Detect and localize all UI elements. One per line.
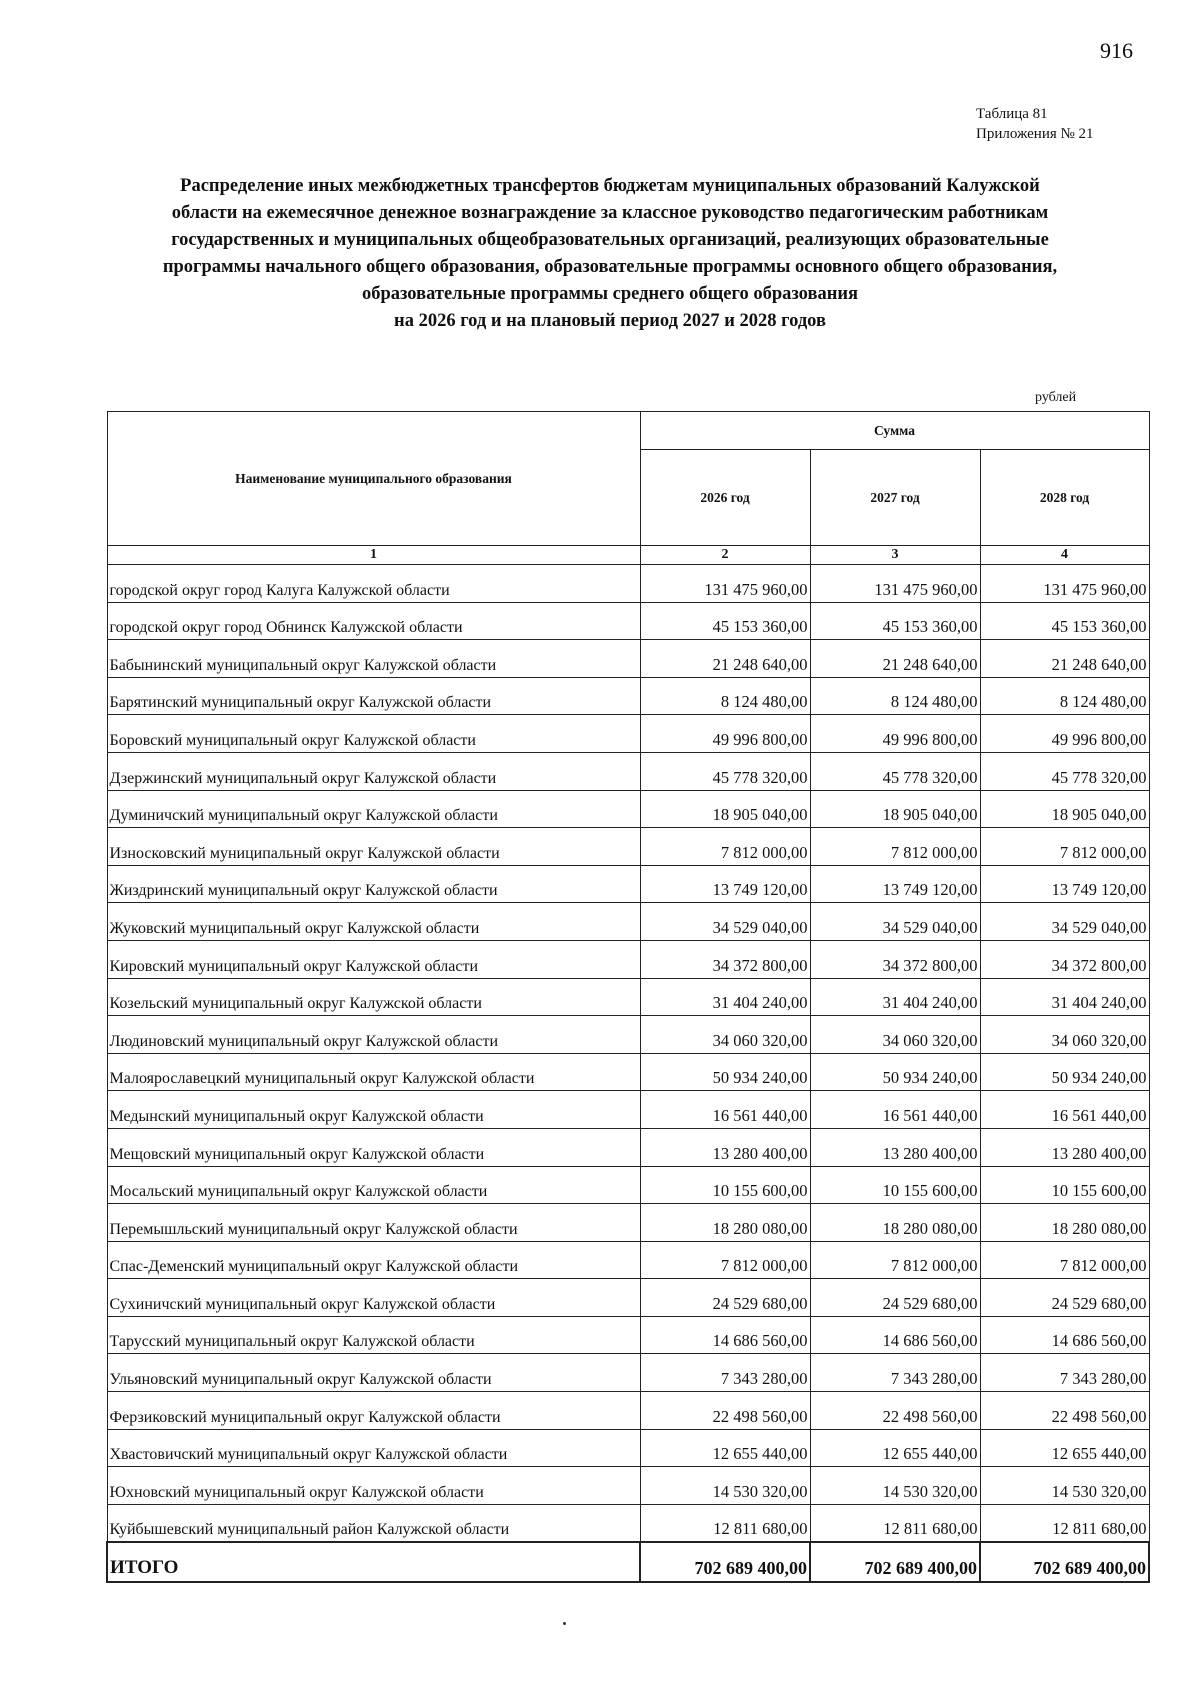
- amount-2027: 34 060 320,00: [810, 1016, 980, 1054]
- table-row: [107, 1467, 1149, 1505]
- table-row: [107, 1241, 1149, 1279]
- amount-2028: 49 996 800,00: [980, 715, 1149, 753]
- amount-2028: 50 934 240,00: [980, 1053, 1149, 1091]
- amount-2028: 7 343 280,00: [980, 1354, 1149, 1392]
- amount-2028: 22 498 560,00: [980, 1392, 1149, 1430]
- table-row: [107, 1128, 1149, 1166]
- amount-2027: 12 655 440,00: [810, 1429, 980, 1467]
- amount-2026: 12 811 680,00: [640, 1504, 810, 1542]
- table-row: [107, 940, 1149, 978]
- column-number: 3: [810, 546, 980, 565]
- municipality-name: Тарусский муниципальный округ Калужской области: [107, 1316, 640, 1354]
- amount-2027: 18 905 040,00: [810, 790, 980, 828]
- amount-2026: 14 530 320,00: [640, 1467, 810, 1505]
- table-row: [107, 677, 1149, 715]
- amount-2026: 34 060 320,00: [640, 1016, 810, 1054]
- amount-2028: 34 060 320,00: [980, 1016, 1149, 1054]
- amount-2026: 13 280 400,00: [640, 1128, 810, 1166]
- amount-2027: 31 404 240,00: [810, 978, 980, 1016]
- amount-2027: 21 248 640,00: [810, 640, 980, 678]
- amount-2028: 21 248 640,00: [980, 640, 1149, 678]
- amount-2027: 34 529 040,00: [810, 903, 980, 941]
- table-row: [107, 1091, 1149, 1129]
- municipality-name: Куйбышевский муниципальный район Калужской области: [107, 1504, 640, 1542]
- table-row: [107, 715, 1149, 753]
- column-number: 4: [980, 546, 1149, 565]
- table-row: [107, 565, 1149, 603]
- amount-2027: 10 155 600,00: [810, 1166, 980, 1204]
- amount-2026: 131 475 960,00: [640, 565, 810, 603]
- table-row: [107, 978, 1149, 1016]
- amount-2028: 24 529 680,00: [980, 1279, 1149, 1317]
- table-row: [107, 1392, 1149, 1430]
- table-row: [107, 1279, 1149, 1317]
- amount-2028: 7 812 000,00: [980, 1241, 1149, 1279]
- municipality-name: Ферзиковский муниципальный округ Калужской области: [107, 1392, 640, 1430]
- document-title: [80, 173, 1140, 335]
- amount-2028: 13 749 120,00: [980, 865, 1149, 903]
- municipality-name: Людиновский муниципальный округ Калужской области: [107, 1016, 640, 1054]
- table-row: [107, 1053, 1149, 1091]
- table-row: [107, 1429, 1149, 1467]
- column-number: 1: [107, 546, 640, 565]
- amount-2026: 45 778 320,00: [640, 752, 810, 790]
- amount-2026: 22 498 560,00: [640, 1392, 810, 1430]
- amount-2028: 8 124 480,00: [980, 677, 1149, 715]
- amount-2027: 34 372 800,00: [810, 940, 980, 978]
- amount-2028: 18 905 040,00: [980, 790, 1149, 828]
- municipality-name: Ульяновский муниципальный округ Калужской области: [107, 1354, 640, 1392]
- municipality-name: Износковский муниципальный округ Калужской области: [107, 828, 640, 866]
- page-number: 916: [1100, 38, 1133, 63]
- amount-2027: 49 996 800,00: [810, 715, 980, 753]
- header-name-column: Наименование муниципального образования: [107, 412, 640, 546]
- table-row: [107, 1016, 1149, 1054]
- amount-2026: 45 153 360,00: [640, 602, 810, 640]
- municipality-name: Дзержинский муниципальный округ Калужской области: [107, 752, 640, 790]
- amount-2027: 14 686 560,00: [810, 1316, 980, 1354]
- table-row: [107, 1204, 1149, 1242]
- table-label: [976, 104, 1094, 144]
- amount-2026: 18 905 040,00: [640, 790, 810, 828]
- title-line: на 2026 год и на плановый период 2027 и 2028 годов: [394, 311, 826, 331]
- amount-2027: 7 812 000,00: [810, 1241, 980, 1279]
- total-2028: 702 689 400,00: [980, 1542, 1149, 1582]
- amount-2026: 8 124 480,00: [640, 677, 810, 715]
- municipality-name: Барятинский муниципальный округ Калужской области: [107, 677, 640, 715]
- amount-2026: 31 404 240,00: [640, 978, 810, 1016]
- amount-2026: 12 655 440,00: [640, 1429, 810, 1467]
- table-row: [107, 903, 1149, 941]
- amount-2027: 8 124 480,00: [810, 677, 980, 715]
- amount-2028: 16 561 440,00: [980, 1091, 1149, 1129]
- column-number: 2: [640, 546, 810, 565]
- amount-2026: 49 996 800,00: [640, 715, 810, 753]
- amount-2027: 7 343 280,00: [810, 1354, 980, 1392]
- municipality-name: Козельский муниципальный округ Калужской области: [107, 978, 640, 1016]
- amount-2026: 21 248 640,00: [640, 640, 810, 678]
- amount-2026: 16 561 440,00: [640, 1091, 810, 1129]
- amount-2026: 34 529 040,00: [640, 903, 810, 941]
- municipality-name: Мещовский муниципальный округ Калужской области: [107, 1128, 640, 1166]
- total-label: ИТОГО: [107, 1542, 640, 1582]
- total-2027: 702 689 400,00: [810, 1542, 980, 1582]
- amount-2028: 131 475 960,00: [980, 565, 1149, 603]
- amount-2028: 12 655 440,00: [980, 1429, 1149, 1467]
- table-row: [107, 640, 1149, 678]
- amount-2027: 12 811 680,00: [810, 1504, 980, 1542]
- amount-2028: 12 811 680,00: [980, 1504, 1149, 1542]
- table-row: [107, 828, 1149, 866]
- amount-2028: 34 529 040,00: [980, 903, 1149, 941]
- units-label: рублей: [1035, 390, 1077, 405]
- amount-2026: 7 343 280,00: [640, 1354, 810, 1392]
- table-row: [107, 865, 1149, 903]
- amount-2027: 45 778 320,00: [810, 752, 980, 790]
- municipality-name: Боровский муниципальный округ Калужской области: [107, 715, 640, 753]
- amount-2026: 10 155 600,00: [640, 1166, 810, 1204]
- header-year-2027: 2027 год: [810, 450, 980, 546]
- appendix-number: Приложения № 21: [976, 126, 1094, 142]
- allocation-table: [106, 411, 1150, 1583]
- table-row: [107, 1504, 1149, 1542]
- amount-2027: 13 749 120,00: [810, 865, 980, 903]
- municipality-name: городской округ город Калуга Калужской области: [107, 565, 640, 603]
- municipality-name: Жиздринский муниципальный округ Калужской области: [107, 865, 640, 903]
- table-row: [107, 1354, 1149, 1392]
- amount-2028: 18 280 080,00: [980, 1204, 1149, 1242]
- table-row: [107, 602, 1149, 640]
- amount-2026: 7 812 000,00: [640, 1241, 810, 1279]
- municipality-name: Жуковский муниципальный округ Калужской области: [107, 903, 640, 941]
- municipality-name: Бабынинский муниципальный округ Калужской области: [107, 640, 640, 678]
- amount-2028: 7 812 000,00: [980, 828, 1149, 866]
- header-year-2026: 2026 год: [640, 450, 810, 546]
- amount-2027: 45 153 360,00: [810, 602, 980, 640]
- amount-2026: 7 812 000,00: [640, 828, 810, 866]
- amount-2026: 14 686 560,00: [640, 1316, 810, 1354]
- amount-2028: 45 153 360,00: [980, 602, 1149, 640]
- table-body: [107, 565, 1149, 1583]
- amount-2027: 24 529 680,00: [810, 1279, 980, 1317]
- table-row: [107, 752, 1149, 790]
- title-line: области на ежемесячное денежное вознаграждение за классное руководство педагогическим работникам: [171, 203, 1049, 223]
- header-sum-group: Сумма: [640, 412, 1149, 450]
- municipality-name: городской округ город Обнинск Калужской области: [107, 602, 640, 640]
- title-line: государственных и муниципальных общеобразовательных организаций, реализующих образовательные: [171, 230, 1049, 250]
- amount-2028: 45 778 320,00: [980, 752, 1149, 790]
- amount-2026: 13 749 120,00: [640, 865, 810, 903]
- title-line: образовательные программы среднего общего образования: [361, 284, 859, 304]
- municipality-name: Мосальский муниципальный округ Калужской области: [107, 1166, 640, 1204]
- amount-2028: 14 686 560,00: [980, 1316, 1149, 1354]
- amount-2026: 50 934 240,00: [640, 1053, 810, 1091]
- title-line: Распределение иных межбюджетных трансфертов бюджетам муниципальных образований Калужской: [180, 176, 1040, 196]
- amount-2028: 10 155 600,00: [980, 1166, 1149, 1204]
- municipality-name: Малоярославецкий муниципальный округ Калужской области: [107, 1053, 640, 1091]
- amount-2027: 22 498 560,00: [810, 1392, 980, 1430]
- municipality-name: Юхновский муниципальный округ Калужской области: [107, 1467, 640, 1505]
- amount-2028: 14 530 320,00: [980, 1467, 1149, 1505]
- table-number: Таблица 81: [976, 106, 1048, 122]
- amount-2028: 31 404 240,00: [980, 978, 1149, 1016]
- total-row: [107, 1542, 1149, 1582]
- amount-2027: 131 475 960,00: [810, 565, 980, 603]
- amount-2027: 14 530 320,00: [810, 1467, 980, 1505]
- table-row: [107, 1316, 1149, 1354]
- municipality-name: Медынский муниципальный округ Калужской области: [107, 1091, 640, 1129]
- amount-2028: 34 372 800,00: [980, 940, 1149, 978]
- amount-2026: 34 372 800,00: [640, 940, 810, 978]
- municipality-name: Перемышльский муниципальный округ Калужской области: [107, 1204, 640, 1242]
- amount-2028: 13 280 400,00: [980, 1128, 1149, 1166]
- municipality-name: Думиничский муниципальный округ Калужской области: [107, 790, 640, 828]
- amount-2027: 13 280 400,00: [810, 1128, 980, 1166]
- municipality-name: Сухиничский муниципальный округ Калужской области: [107, 1279, 640, 1317]
- scan-speck: [563, 1622, 566, 1625]
- amount-2027: 7 812 000,00: [810, 828, 980, 866]
- table-row: [107, 790, 1149, 828]
- municipality-name: Хвастовичский муниципальный округ Калужской области: [107, 1429, 640, 1467]
- amount-2026: 24 529 680,00: [640, 1279, 810, 1317]
- amount-2026: 18 280 080,00: [640, 1204, 810, 1242]
- table-row: [107, 1166, 1149, 1204]
- title-line: программы начального общего образования, образовательные программы основного общего образования,: [162, 257, 1058, 277]
- amount-2027: 18 280 080,00: [810, 1204, 980, 1242]
- amount-2027: 16 561 440,00: [810, 1091, 980, 1129]
- total-2026: 702 689 400,00: [640, 1542, 810, 1582]
- municipality-name: Спас-Деменский муниципальный округ Калужской области: [107, 1241, 640, 1279]
- amount-2027: 50 934 240,00: [810, 1053, 980, 1091]
- municipality-name: Кировский муниципальный округ Калужской области: [107, 940, 640, 978]
- header-year-2028: 2028 год: [980, 450, 1149, 546]
